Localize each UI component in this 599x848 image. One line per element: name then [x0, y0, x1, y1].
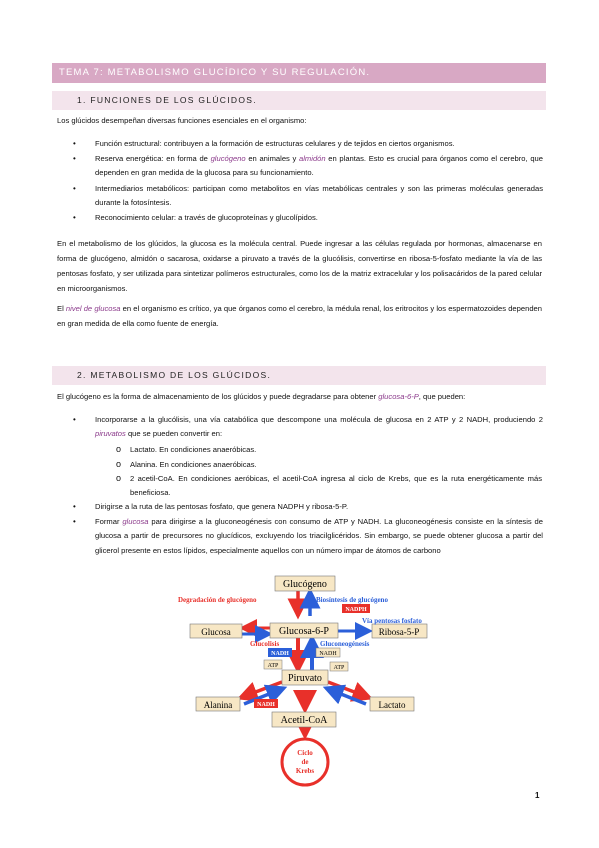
sub-bullet-alanina: Alanina. En condiciones anaeróbicas. — [130, 460, 257, 469]
pentose-pathway-label: Vía pentosas fosfato — [362, 617, 422, 625]
alanine-label: Alanina — [203, 700, 233, 710]
bullet-dot: • — [73, 415, 76, 424]
glucose-label: Glucosa — [201, 627, 231, 637]
section-1-intro: Los glúcidos desempeñan diversas funciones esenciales en el organismo: — [57, 116, 307, 125]
pyruvate-label: Piruvato — [288, 673, 322, 684]
glycogen-label: Glucógeno — [283, 579, 327, 590]
page-number: 1 — [535, 791, 540, 800]
atp-left-label: ATP — [267, 663, 279, 669]
bullet-reserva: Reserva energética: en forma de glucógeno en animales y almidón en plantas. Esto es crucial para órganos como el cerebro, que dependen en gran medida de la glucosa para su funcionamiento. — [95, 154, 543, 178]
glycolysis-label: Glucolisis — [250, 640, 280, 648]
bullet-dot: • — [73, 517, 76, 526]
bullet-glucolisis: Incorporarse a la glucólisis, una vía catabólica que descompone una molécula de glucosa en 2 ATP y 2 NADH, produciendo 2 piruvatos que se pueden convertir en: — [95, 415, 543, 439]
section-1-paragraph-1: En el metabolismo de los glúcidos, la glucosa es la molécula central. Puede ingresar a las células regulada por hormonas, almacenarse en forma de glucógeno, almidón o sacarosa, oxidarse a piruvato a través de la glucólisis, convertirse en ribosa-5-fosfato mediante la vía de las pentosas fosfato, y ser utilizada para sintetizar polímeros estructurales, como los de la matriz extracelular y los polisacáridos de la pared celular en microorganismos. — [57, 239, 542, 293]
gluconeogenesis-label: Gluconeogénesis — [320, 640, 370, 648]
atp-right-label: ATP — [333, 665, 345, 671]
krebs-line-1: Ciclo — [297, 749, 313, 757]
nadh-bottom-label: NADH — [257, 702, 275, 708]
nadh-right-label: NADH — [319, 651, 337, 657]
nadph-label: NADPH — [345, 607, 367, 613]
nadh-left-label: NADH — [271, 651, 289, 657]
ribose-label: Ribosa-5-P — [378, 627, 420, 637]
sub-bullet-acetilcoa: 2 acetil-CoA. En condiciones aeróbicas, el acetil-CoA ingresa al ciclo de Krebs, que es la ruta energéticamente más beneficiosa. — [130, 474, 542, 497]
krebs-line-2: de — [301, 758, 309, 766]
section-1-paragraph-2: El nivel de glucosa en el organismo es crítico, ya que órganos como el cerebro, la médula renal, los eritrocitos y los espermatozoides dependen en gran medida de ella como fuente de energía. — [57, 304, 542, 328]
degradation-label: Degradación de glucógeno — [178, 596, 257, 604]
g6p-label: Glucosa-6-P — [279, 626, 329, 637]
bullet-estructural: Función estructural: contribuyen a la formación de estructuras celulares y de tejidos en ciertos organismos. — [95, 139, 455, 148]
bullet-pentosas: Dirigirse a la ruta de las pentosas fosfato, que genera NADPH y ribosa-5-P. — [95, 502, 349, 511]
bullet-dot: • — [73, 154, 76, 163]
sub-bullet-circle: o — [116, 444, 122, 454]
section-1-heading: 1. FUNCIONES DE LOS GLÚCIDOS. — [52, 91, 546, 110]
document-title: TEMA 7: METABOLISMO GLUCÍDICO Y SU REGULACIÓN. — [52, 63, 546, 83]
sub-bullet-lactato: Lactato. En condiciones anaeróbicas. — [130, 445, 257, 454]
bullet-dot: • — [73, 502, 76, 511]
bullet-dot: • — [73, 184, 76, 193]
lactate-label: Lactato — [378, 700, 406, 710]
bullet-dot: • — [73, 213, 76, 222]
bullet-dot: • — [73, 139, 76, 148]
acetylcoa-label: Acetil-CoA — [280, 715, 328, 726]
bullet-reconocimiento: Reconocimiento celular: a través de glucoproteínas y glucolípidos. — [95, 213, 318, 222]
bullet-gluconeogenesis: Formar glucosa para dirigirse a la gluconeogénesis con consumo de ATP y NADH. La gluconeogénesis consiste en la síntesis de glucosa a partir de precursores no glucídicos, excluyendo los triacilglicéridos. Sin embargo, se puede obtener glucosa a partir del glicerol presente en estos lípidos, especialmente aquellos con un número impar de átomos de carbono — [95, 517, 543, 555]
krebs-line-3: Krebs — [295, 767, 315, 775]
sub-bullet-circle: o — [116, 473, 122, 483]
section-2-heading: 2. METABOLISMO DE LOS GLÚCIDOS. — [52, 366, 546, 385]
sub-bullet-circle: o — [116, 459, 122, 469]
section-2-intro: El glucógeno es la forma de almacenamiento de los glúcidos y puede degradarse para obtener glucosa-6-P, que pueden: — [57, 392, 466, 401]
metabolism-diagram — [170, 572, 440, 797]
biosynthesis-label: Biosíntesis de glucógeno — [316, 596, 388, 604]
bullet-intermediarios: Intermediarios metabólicos: participan como metabolitos en vías metabólicas centrales y son las primeras moléculas generadas durante la fotosíntesis. — [95, 184, 543, 208]
